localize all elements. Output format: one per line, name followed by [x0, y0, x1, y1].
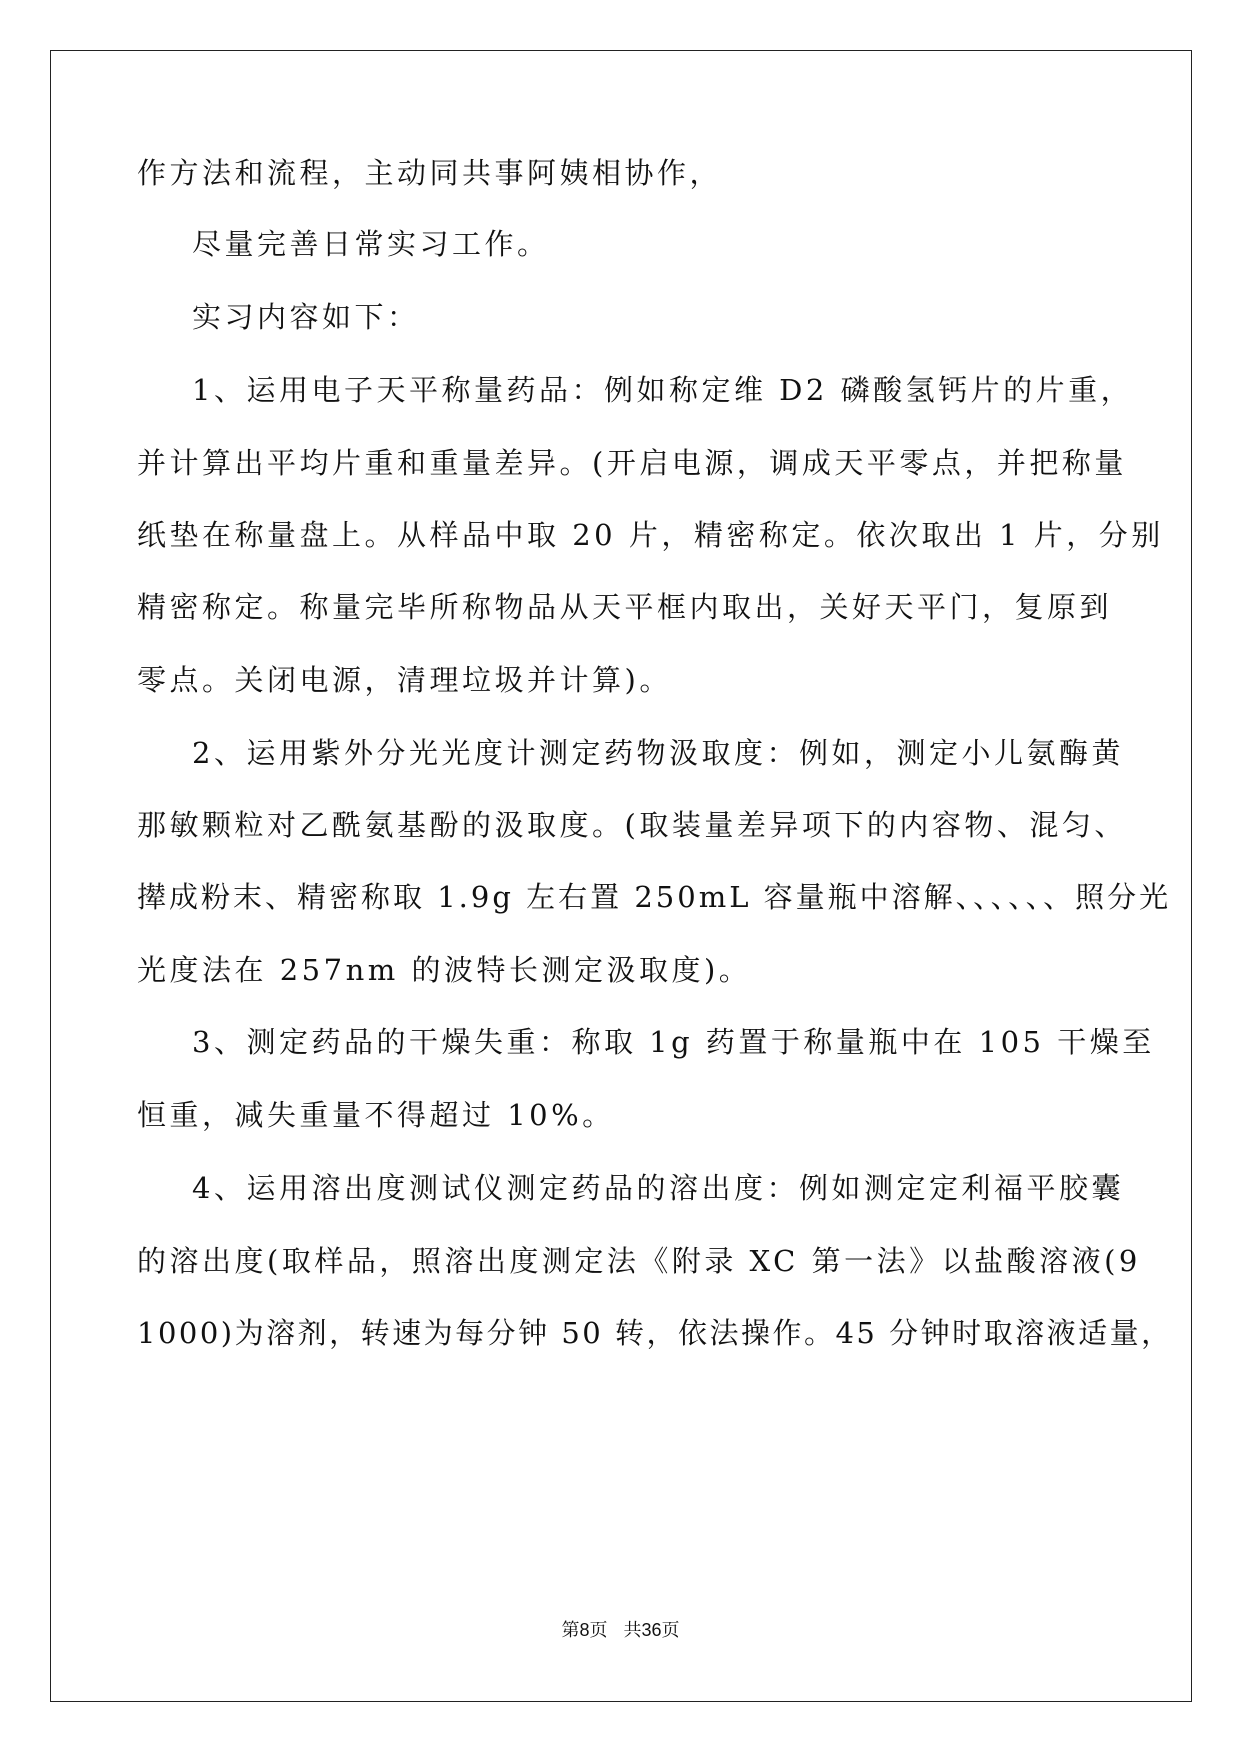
page-prefix: 第: [561, 1620, 580, 1641]
page-number: 8: [579, 1620, 590, 1640]
total-suffix: 页: [661, 1620, 680, 1641]
total-pages: 36: [641, 1620, 662, 1640]
text-line: 光度法在 257nm 的波特长测定汲取度)。: [137, 953, 752, 987]
total-prefix: 共: [623, 1620, 642, 1641]
text-line: 那敏颗粒对乙酰氨基酚的汲取度。(取装量差异项下的内容物、混匀、: [137, 808, 1127, 842]
paragraph-line: 4、运用溶出度测试仪测定药品的溶出度：例如测定定利福平胶囊: [192, 1171, 1124, 1205]
text-line: 零点。关闭电源，清理垃圾并计算)。: [137, 663, 672, 697]
text-line: 1000)为溶剂，转速为每分钟 50 转，依法操作。45 分钟时取溶液适量，: [137, 1316, 1173, 1350]
paragraph-line: 1、运用电子天平称量药品：例如称定维 D2 磷酸氢钙片的片重，: [192, 373, 1134, 407]
paragraph-line: 实习内容如下：: [192, 300, 420, 334]
text-line: 精密称定。称量完毕所称物品从天平框内取出，关好天平门，复原到: [137, 590, 1113, 624]
page-footer: [0, 1618, 1241, 1643]
text-line: 作方法和流程，主动同共事阿姨相协作，: [137, 156, 723, 190]
paragraph-line: 尽量完善日常实习工作。: [192, 227, 550, 261]
paragraph-line: 2、运用紫外分光光度计测定药物汲取度：例如，测定小儿氨酶黄: [192, 736, 1124, 770]
paragraph-line: 3、测定药品的干燥失重：称取 1g 药置于称量瓶中在 105 干燥至: [192, 1025, 1155, 1059]
text-line: 撵成粉末、精密称取 1.9g 左右置 250mL 容量瓶中溶解、、、、、、照分光: [137, 880, 1172, 914]
page-suffix: 页: [589, 1620, 608, 1641]
text-line: 的溶出度(取样品，照溶出度测定法《附录 XC 第一法》以盐酸溶液(9: [137, 1244, 1141, 1278]
text-line: 纸垫在称量盘上。从样品中取 20 片，精密称定。依次取出 1 片，分别: [137, 518, 1164, 552]
text-line: 并计算出平均片重和重量差异。(开启电源，调成天平零点，并把称量: [137, 446, 1127, 480]
text-line: 恒重，减失重量不得超过 10%。: [137, 1098, 615, 1132]
